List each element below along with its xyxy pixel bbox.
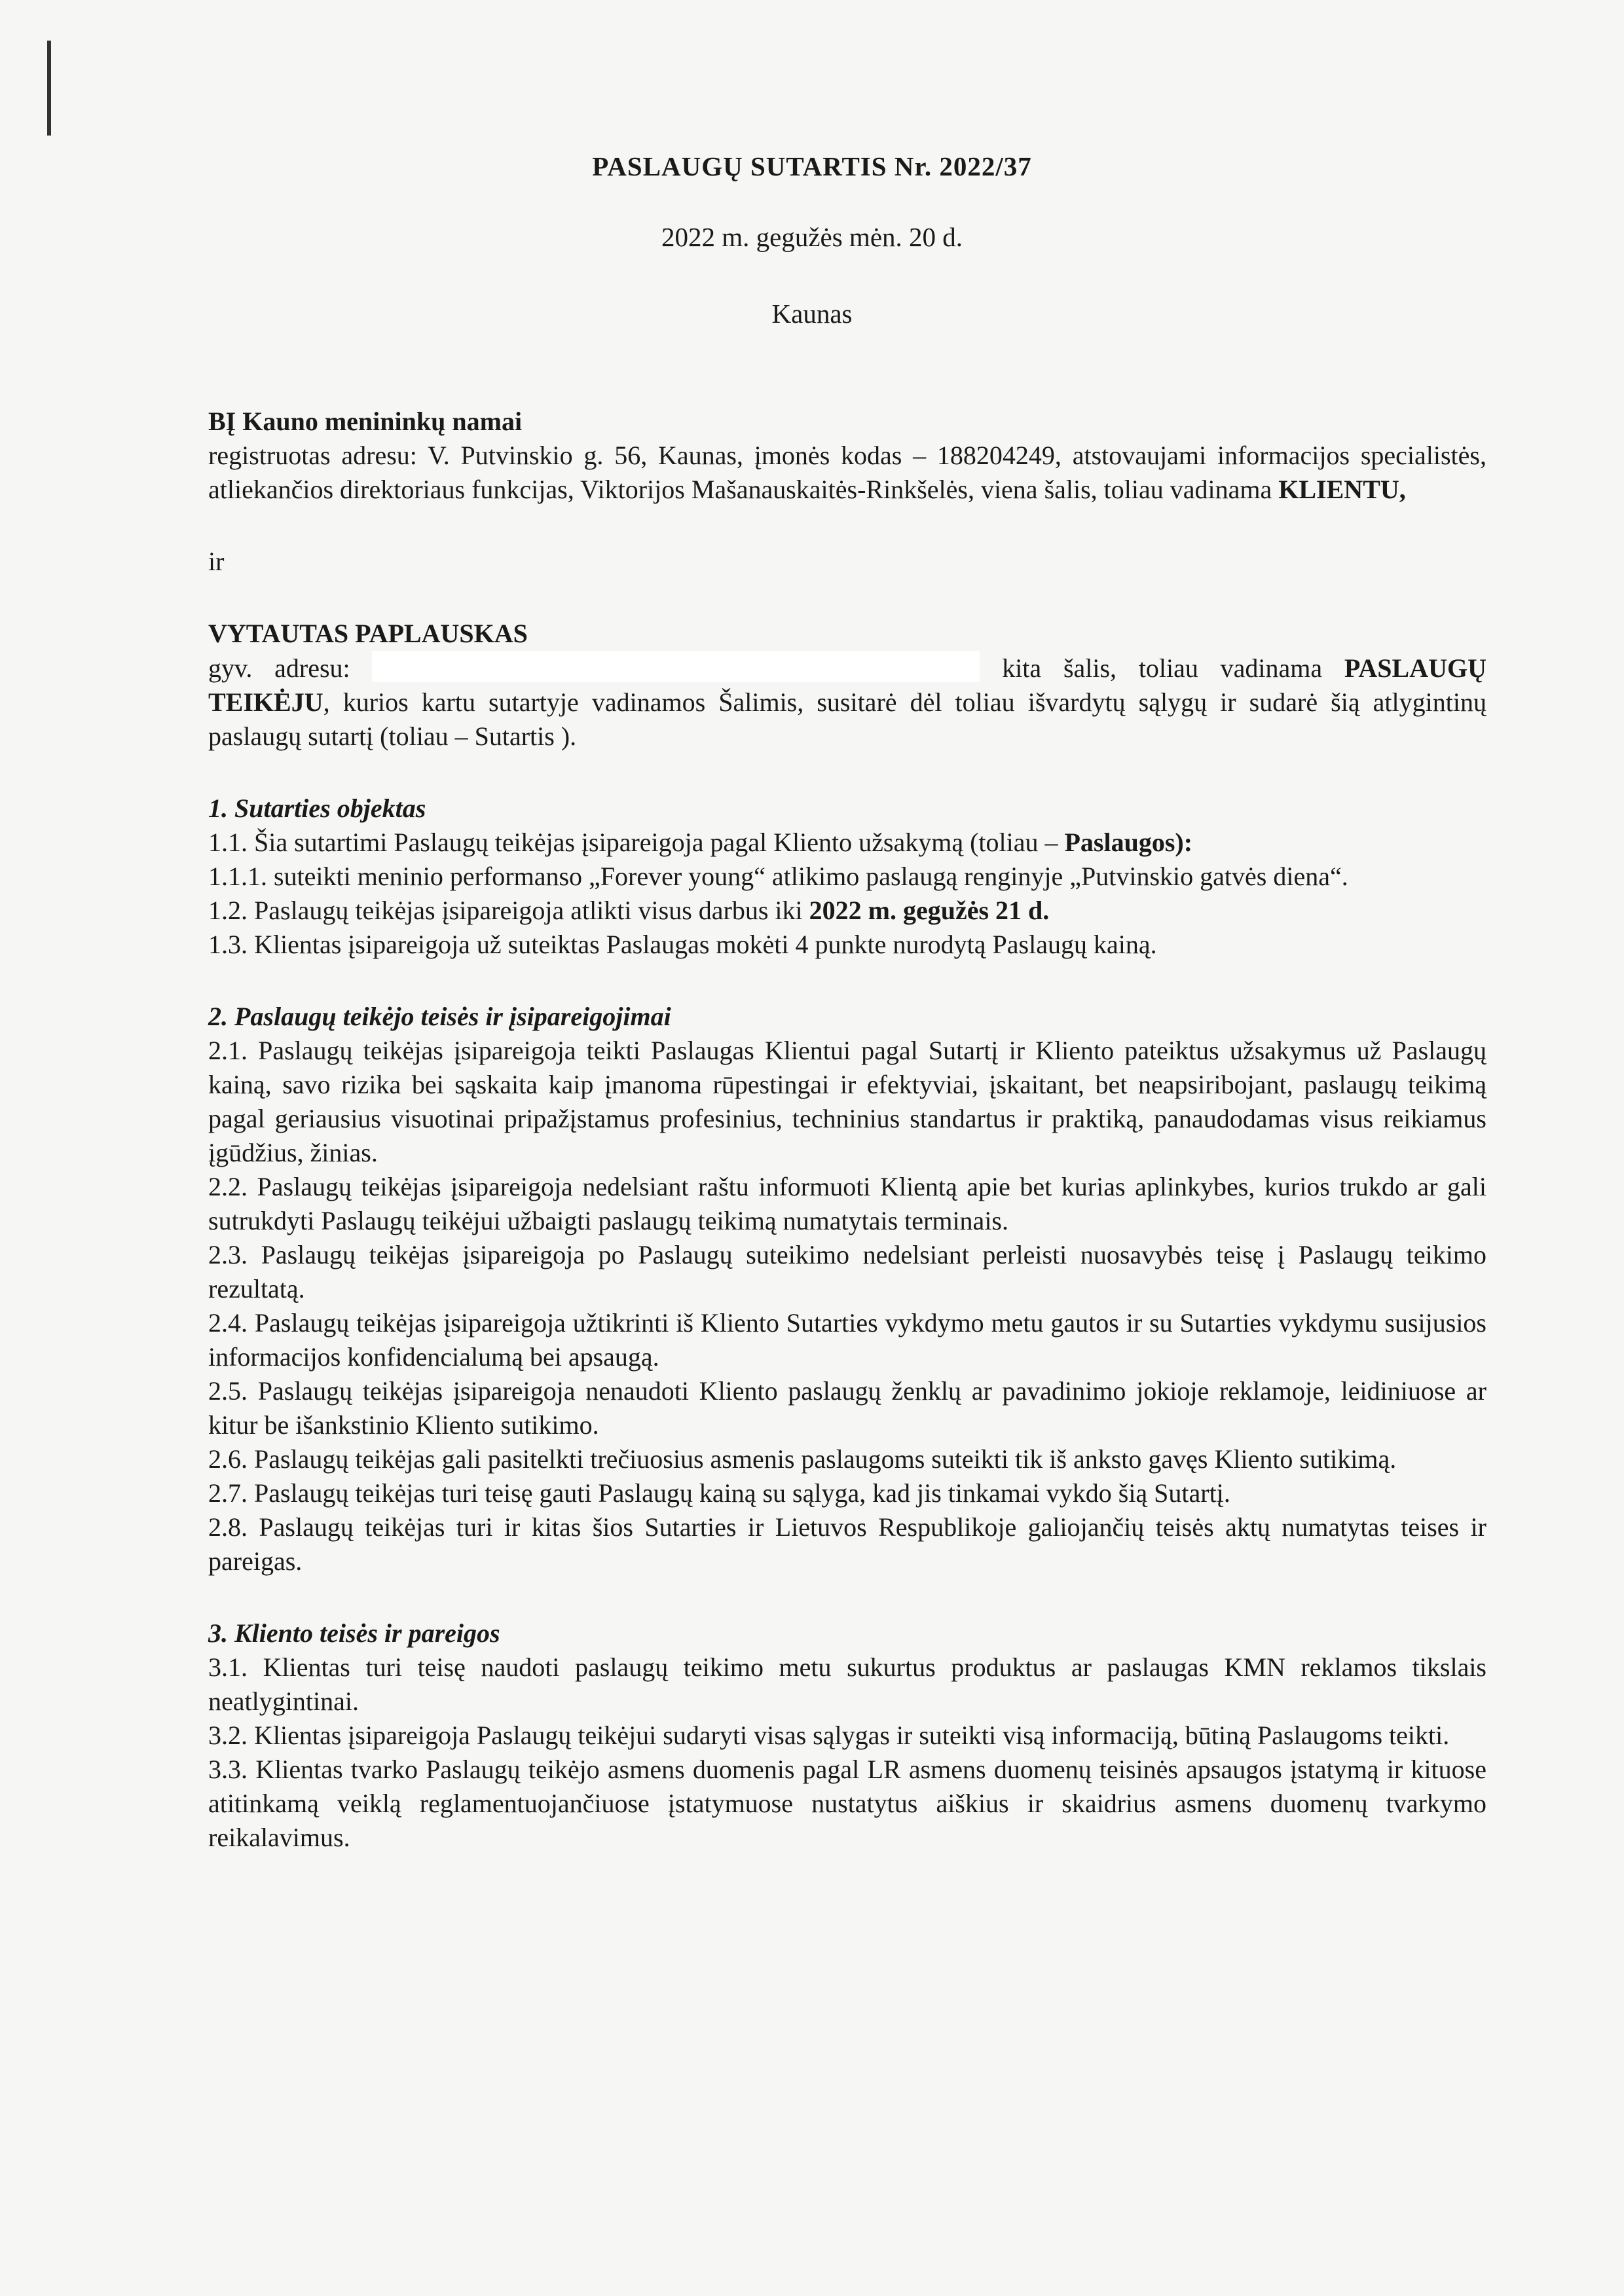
provider-name: VYTAUTAS PAPLAUSKAS [208,619,528,648]
contract-body [208,405,1486,1855]
clause-2-3: 2.3. Paslaugų teikėjas įsipareigoja po Paslaugų suteikimo nedelsiant perleisti nuosavybės teisę į Paslaugų teikimo rezultatą. [208,1240,1486,1303]
provider-details-tail: , kurios kartu sutartyje vadinamos Šalimis, susitarė dėl toliau išvardytų sąlygų ir sudarė šią atlygintinų paslaugų sutartį (toliau – Sutartis ). [208,687,1486,751]
clause-2-6: 2.6. Paslaugų teikėjas gali pasitelkti trečiuosius asmenis paslaugoms suteikti tik iš anksto gavęs Kliento sutikimą. [208,1444,1397,1474]
provider-details [208,651,1486,754]
client-name: BĮ Kauno menininkų namai [208,407,523,436]
redacted-address [372,651,980,682]
clause-1-2-deadline: 2022 m. gegužės 21 d. [809,896,1050,925]
clause-2-7: 2.7. Paslaugų teikėjas turi teisę gauti Paslaugų kainą su sąlyga, kad jis tinkamai vykdo šią Sutartį. [208,1478,1230,1508]
client-details [208,439,1486,507]
contract-title: PASLAUGŲ SUTARTIS Nr. 2022/37 [592,151,1032,181]
section-1-title: 1. Sutarties objektas [208,793,426,823]
clause-1-2-text: 1.2. Paslaugų teikėjas įsipareigoja atlikti visus darbus iki [208,896,809,925]
clause-1-2 [208,894,1486,928]
contract-date: 2022 m. gegužės mėn. 20 d. [661,222,963,252]
clause-3-2: 3.2. Klientas įsipareigoja Paslaugų teikėjui sudaryti visas sąlygas ir suteikti visą informaciją, būtiną Paslaugoms teikti. [208,1721,1450,1750]
clause-1-1-1: 1.1.1. suteikti meninio performanso „Forever young“ atlikimo paslaugą renginyje „Putvinskio gatvės diena“. [208,862,1348,891]
margin-mark [47,41,51,136]
clause-2-8: 2.8. Paslaugų teikėjas turi ir kitas šios Sutarties ir Lietuvos Respublikoje galiojančių teisės aktų numatytas teises ir pareigas. [208,1512,1486,1576]
clause-3-3: 3.3. Klientas tvarko Paslaugų teikėjo asmens duomenis pagal LR asmens duomenų teisinės apsaugos įstatymą ir kituose atitinkamą veiklą reglamentuojančiuose įstatymuose nustatytus aiškius ir skaidrius asmens duomenų tvarkymo reikalavimus. [208,1755,1486,1852]
clause-1-3: 1.3. Klientas įsipareigoja už suteiktas Paslaugas mokėti 4 punkte nurodytą Paslaugų kainą. [208,930,1157,959]
client-role: KLIENTU, [1278,475,1406,504]
provider-details-text: kita šalis, toliau vadinama [980,653,1344,683]
clause-1-1-term: Paslaugos): [1064,828,1193,857]
clause-2-2: 2.2. Paslaugų teikėjas įsipareigoja nedelsiant raštu informuoti Klientą apie bet kurias aplinkybes, kurios trukdo ar gali sutrukdyti Paslaugų teikėjui užbaigti paslaugų teikimą numatytais terminais. [208,1172,1486,1235]
client-details-text: registruotas adresu: V. Putvinskio g. 56, Kaunas, įmonės kodas – 188204249, atstovaujami informacijos specialistės, atliekančios direktoriaus funkcijas, Viktorijos Mašanauskaitės-Rinkšelės, viena šalis, toliau vadinama [208,441,1486,504]
clause-2-5: 2.5. Paslaugų teikėjas įsipareigoja nenaudoti Kliento paslaugų ženklų ar pavadinimo jokioje reklamoje, leidiniuose ar kitur be išankstinio Kliento sutikimo. [208,1376,1486,1440]
conjunction: ir [208,547,225,576]
section-2-title: 2. Paslaugų teikėjo teisės ir įsipareigojimai [208,1002,671,1031]
section-3-title: 3. Kliento teisės ir pareigos [208,1618,500,1648]
provider-address-label: gyv. adresu: [208,653,373,683]
contract-city: Kaunas [771,299,853,329]
clause-3-1: 3.1. Klientas turi teisę naudoti paslaugų teikimo metu sukurtus produktus ar paslaugas KMN reklamos tikslais neatlygintinai. [208,1652,1486,1716]
provider-role: PASLAUGŲ TEIKĖJU [208,653,1486,717]
clause-1-1-text: 1.1. Šia sutartimi Paslaugų teikėjas įsipareigoja pagal Kliento užsakymą (toliau – [208,828,1065,857]
clause-2-1: 2.1. Paslaugų teikėjas įsipareigoja teikti Paslaugas Klientui pagal Sutartį ir Kliento pateiktus užsakymus už Paslaugų kainą, savo rizika bei sąskaita kaip įmanoma rūpestingai ir efektyviai, įskaitant, bet neapsiribojant, paslaugų teikimą pagal geriausius visuotinai pripažįstamus profesinius, techninius standartus ir praktiką, panaudodamas visus reikiamus įgūdžius, žinias. [208,1036,1486,1167]
clause-2-4: 2.4. Paslaugų teikėjas įsipareigoja užtikrinti iš Kliento Sutarties vykdymo metu gautos ir su Sutarties vykdymu susijusios informacijos konfidencialumą bei apsaugą. [208,1308,1486,1372]
clause-1-1 [208,826,1486,860]
